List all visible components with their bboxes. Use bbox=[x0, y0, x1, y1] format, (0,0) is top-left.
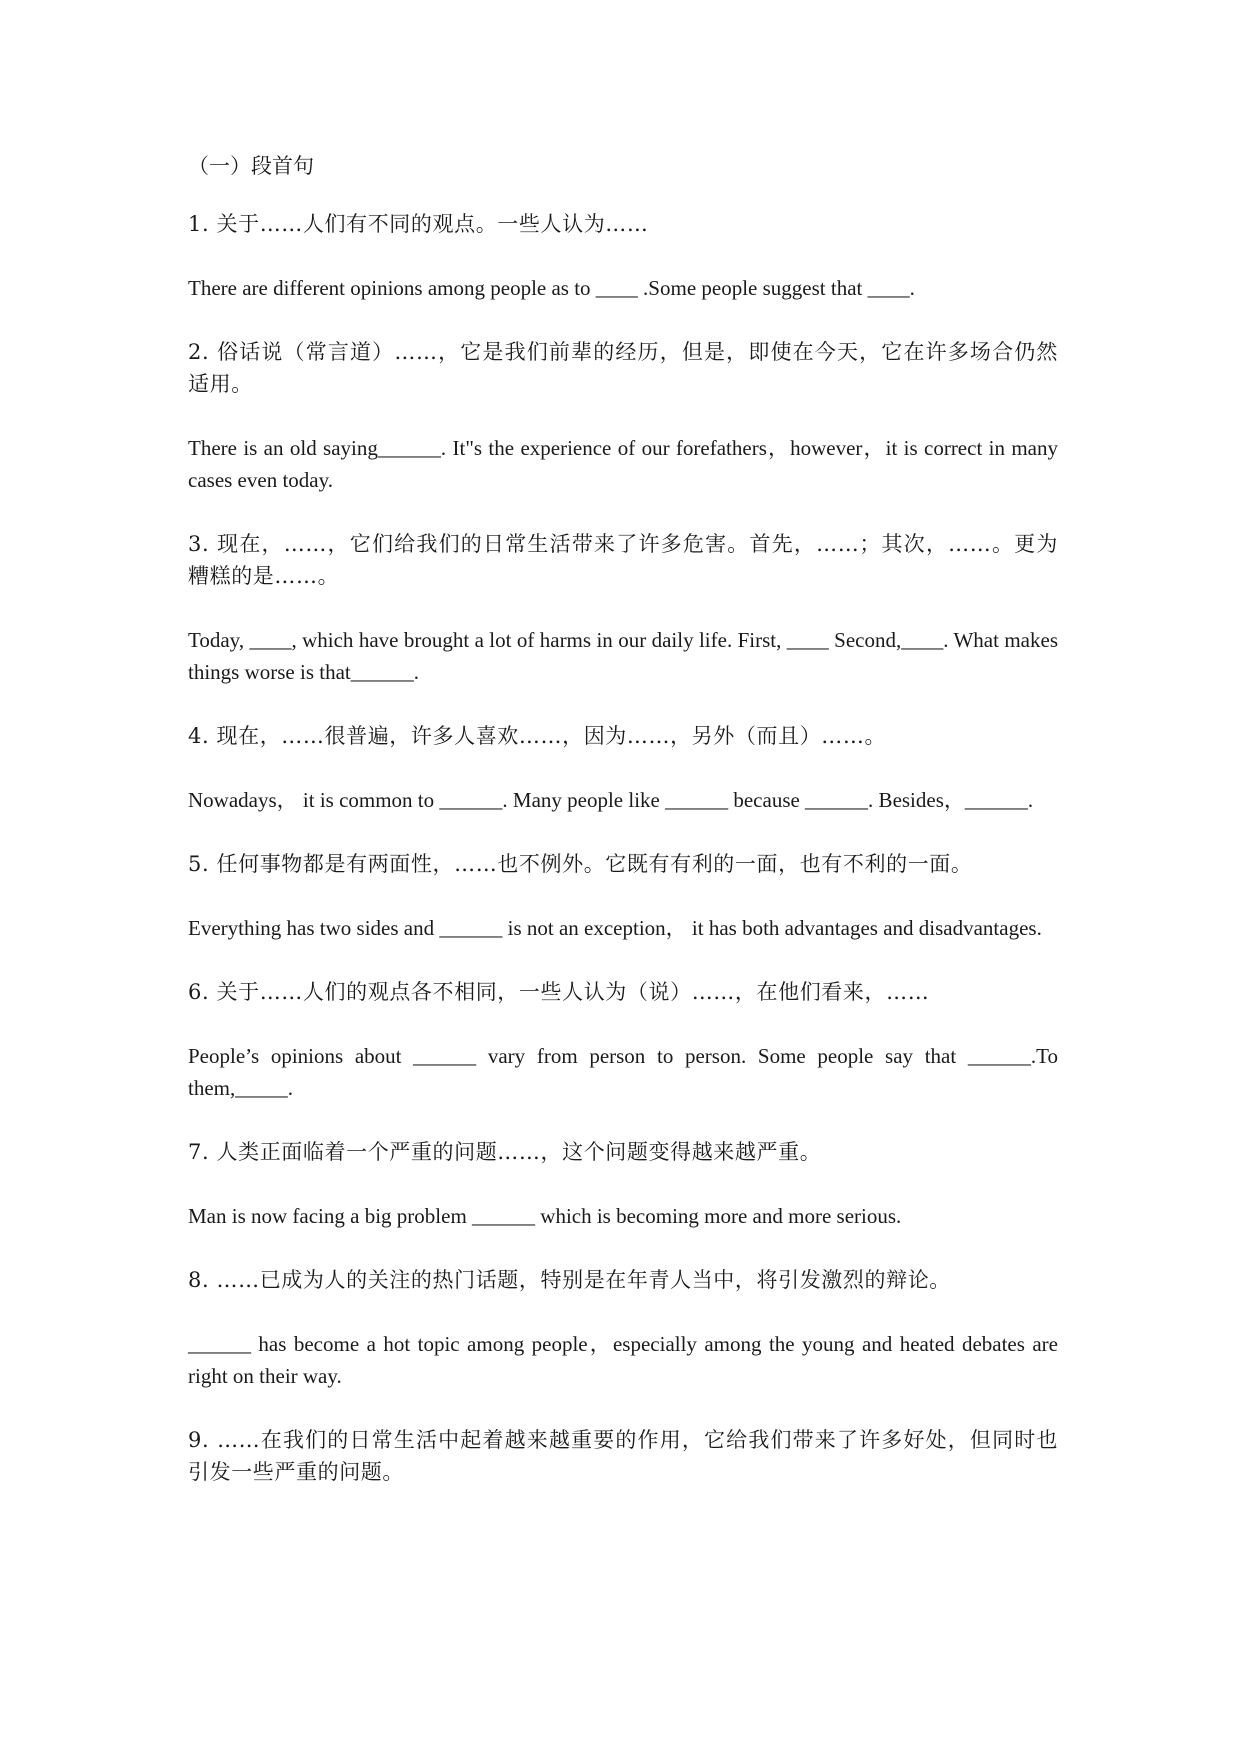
item-1-chinese: 1. 关于……人们有不同的观点。一些人认为…… bbox=[188, 212, 649, 236]
document-body bbox=[188, 150, 1058, 1520]
item-3-chinese: 3. 现在，……，它们给我们的日常生活带来了许多危害。首先，……；其次，……。更为糟糕的是……。 bbox=[188, 532, 1058, 588]
item-6-english: People’s opinions about ______ vary from person to person. Some people say that ______.To them,_____. bbox=[188, 1044, 1058, 1100]
item-4-chinese: 4. 现在，……很普遍，许多人喜欢……，因为……，另外（而且）……。 bbox=[188, 724, 887, 748]
section-title: （一）段首句 bbox=[188, 154, 314, 178]
item-8-chinese: 8. ……已成为人的关注的热门话题，特别是在年青人当中，将引发激烈的辩论。 bbox=[188, 1268, 951, 1292]
item-5-chinese: 5. 任何事物都是有两面性，……也不例外。它既有有利的一面，也有不利的一面。 bbox=[188, 852, 973, 876]
item-6-chinese: 6. 关于……人们的观点各不相同，一些人认为（说）……，在他们看来，…… bbox=[188, 980, 930, 1004]
item-8-english: ______ has become a hot topic among people，especially among the young and heated debates are right on their way. bbox=[188, 1332, 1058, 1388]
item-5-english: Everything has two sides and ______ is not an exception， it has both advantages and disadvantages. bbox=[188, 916, 1042, 940]
item-7-english: Man is now facing a big problem ______ which is becoming more and more serious. bbox=[188, 1204, 902, 1228]
item-9-chinese: 9. ……在我们的日常生活中起着越来越重要的作用，它给我们带来了许多好处，但同时也引发一些严重的问题。 bbox=[188, 1428, 1058, 1484]
item-7-chinese: 7. 人类正面临着一个严重的问题……，这个问题变得越来越严重。 bbox=[188, 1140, 822, 1164]
item-3-english: Today, ____, which have brought a lot of harms in our daily life. First, ____ Second,____. What makes things worse is that______. bbox=[188, 628, 1058, 684]
item-2-chinese: 2. 俗话说（常言道）……，它是我们前辈的经历，但是，即使在今天，它在许多场合仍然适用。 bbox=[188, 340, 1058, 396]
item-1-english: There are different opinions among people as to ____ .Some people suggest that ____. bbox=[188, 276, 915, 300]
item-4-english: Nowadays， it is common to ______. Many people like ______ because ______. Besides，______. bbox=[188, 788, 1034, 812]
item-2-english: There is an old saying______. It"s the experience of our forefathers，however，it is correct in many cases even today. bbox=[188, 436, 1058, 492]
